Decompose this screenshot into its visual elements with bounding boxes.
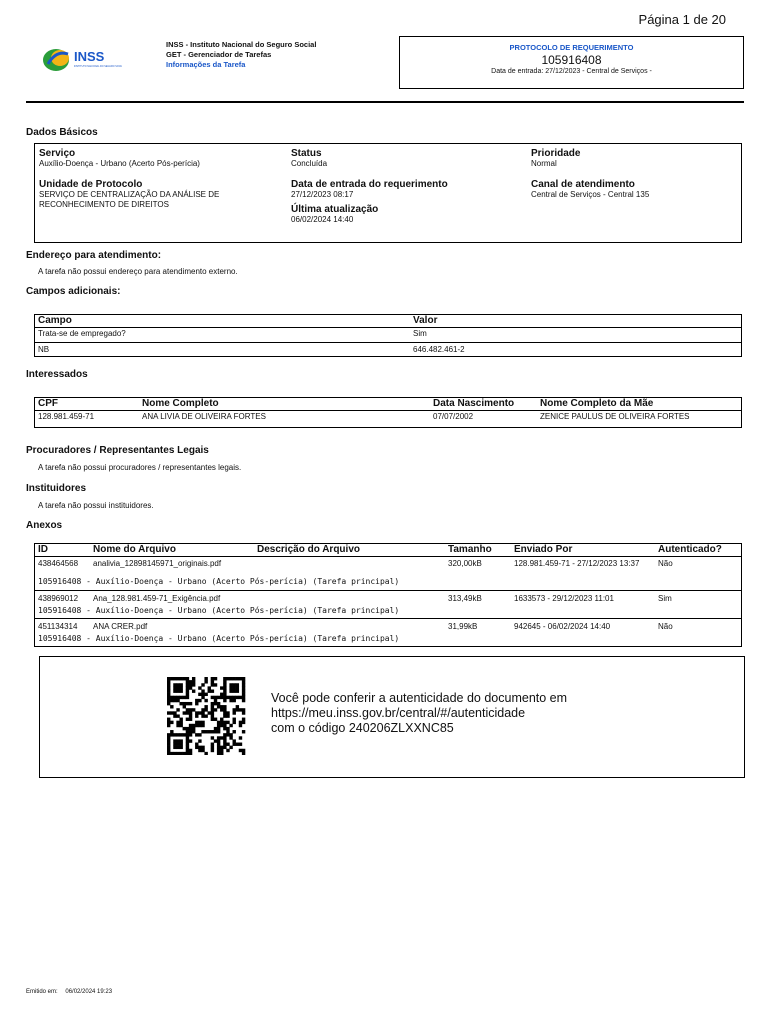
logo-text: INSS (74, 49, 105, 64)
interessados-header-cpf: CPF (38, 398, 58, 409)
endereco-note: A tarefa não possui endereço para atendimento externo. (38, 267, 238, 276)
task-reference: 105916408 - Auxílio-Doença - Urbano (Acerto Pós-perícia) (Tarefa principal) (38, 577, 400, 586)
section-title-procuradores: Procuradores / Representantes Legais (26, 445, 209, 456)
anexos-header-id: ID (38, 544, 48, 555)
anexos-header-tamanho: Tamanho (448, 544, 492, 555)
section-title-anexos: Anexos (26, 520, 63, 531)
table-cell: ANA LIVIA DE OLIVEIRA FORTES (142, 412, 266, 421)
interessados-header-mae: Nome Completo da Mãe (540, 398, 654, 409)
prioridade-label: Prioridade (531, 148, 581, 159)
interessados-table (34, 397, 742, 428)
table-cell: 942645 - 06/02/2024 14:40 (514, 622, 611, 631)
unidade-value-line2: RECONHECIMENTO DE DIREITOS (39, 199, 169, 209)
unidade-label: Unidade de Protocolo (39, 179, 143, 190)
anexos-header-autenticado: Autenticado? (658, 544, 722, 555)
table-cell: 438969012 (38, 594, 79, 603)
ultima-atualizacao-value: 06/02/2024 14:40 (291, 214, 354, 224)
anexos-header-divider (35, 556, 741, 557)
org-info (166, 40, 316, 70)
table-cell: 128.981.459-71 (38, 412, 95, 421)
protocol-box (399, 36, 744, 89)
row-divider (35, 618, 741, 619)
status-label: Status (291, 148, 322, 159)
table-cell: 313,49kB (448, 594, 482, 603)
inss-logo (42, 46, 122, 74)
page-number: Página 1 de 20 (638, 12, 726, 27)
servico-label: Serviço (39, 148, 76, 159)
canal-value: Central de Serviços - Central 135 (531, 190, 650, 199)
procuradores-note: A tarefa não possui procuradores / representantes legais. (38, 463, 242, 472)
table-cell: 438464568 (38, 559, 79, 568)
anexos-header-nome: Nome do Arquivo (93, 544, 176, 555)
table-cell: 31,99kB (448, 622, 478, 631)
campos-header-divider (35, 327, 741, 328)
prioridade-value: Normal (531, 159, 557, 168)
anexos-table (34, 543, 742, 647)
qr-code (164, 677, 248, 755)
authenticity-code: com o código 240206ZLXXNC85 (271, 721, 454, 735)
file-link[interactable]: analivia_12898145971_originais.pdf (93, 559, 222, 568)
header-divider (26, 101, 744, 103)
interessados-header-nome: Nome Completo (142, 398, 219, 409)
data-entrada-value: 27/12/2023 08:17 (291, 190, 354, 199)
emitido-value: 06/02/2024 19:23 (65, 989, 113, 995)
footer (26, 989, 112, 995)
table-cell: 07/07/2002 (433, 412, 474, 421)
canal-label: Canal de atendimento (531, 179, 635, 190)
protocol-label: PROTOCOLO DE REQUERIMENTO (509, 43, 634, 52)
authenticity-url[interactable]: https://meu.inss.gov.br/central/#/autenticidade (271, 706, 526, 720)
table-cell: Sim (413, 329, 427, 338)
interessados-header-nascimento: Data Nascimento (433, 398, 515, 409)
status-value: Concluída (291, 159, 328, 168)
inss-logo-icon (42, 46, 122, 74)
row-divider (35, 342, 741, 343)
anexos-header-descricao: Descrição do Arquivo (257, 544, 360, 555)
task-reference: 105916408 - Auxílio-Doença - Urbano (Acerto Pós-perícia) (Tarefa principal) (38, 606, 400, 615)
section-title-campos: Campos adicionais: (26, 286, 121, 297)
table-cell: Trata-se de empregado? (38, 329, 126, 338)
campos-header-valor: Valor (413, 315, 438, 326)
system-name: GET - Gerenciador de Tarefas (166, 50, 272, 59)
protocol-number: 105916408 (541, 53, 602, 67)
table-cell: NB (38, 345, 50, 354)
table-cell: 320,00kB (448, 559, 482, 568)
section-title-dados-basicos: Dados Básicos (26, 127, 98, 138)
campos-header-campo: Campo (38, 315, 72, 326)
servico-value: Auxílio-Doença - Urbano (Acerto Pós-perícia) (39, 159, 200, 168)
table-cell: ZENICE PAULUS DE OLIVEIRA FORTES (540, 412, 690, 421)
ultima-atualizacao-label: Última atualização (291, 203, 379, 215)
section-title-interessados: Interessados (26, 369, 88, 380)
authenticity-line1: Você pode conferir a autenticidade do documento em (271, 691, 568, 705)
qr-code-icon (164, 677, 248, 755)
instituidores-note: A tarefa não possui instituidores. (38, 501, 154, 510)
table-cell: 451134314 (38, 622, 78, 631)
org-name: INSS - Instituto Nacional do Seguro Social (166, 40, 317, 49)
anexos-header-enviado: Enviado Por (514, 544, 573, 555)
table-cell: Não (658, 559, 673, 568)
file-link[interactable]: ANA CRER.pdf (93, 622, 148, 631)
logo-subtext: INSTITUTO NACIONAL DO SEGURO SOCIAL (74, 65, 122, 68)
unidade-value-line1: SERVIÇO DE CENTRALIZAÇÃO DA ANÁLISE DE (39, 190, 220, 199)
document-type: Informações da Tarefa (166, 60, 246, 69)
file-link[interactable]: Ana_128.981.459-71_Exigência.pdf (93, 594, 221, 603)
interessados-header-divider (35, 410, 741, 411)
section-title-endereco: Endereço para atendimento: (26, 250, 162, 261)
task-reference: 105916408 - Auxílio-Doença - Urbano (Acerto Pós-perícia) (Tarefa principal) (38, 634, 400, 643)
table-cell: 646.482.461-2 (413, 345, 465, 354)
emitido-label: Emitido em: (26, 989, 58, 995)
row-divider (35, 590, 741, 591)
table-cell: 1633573 - 29/12/2023 11:01 (514, 594, 614, 603)
table-cell: Não (658, 622, 673, 631)
authenticity-text (271, 691, 567, 736)
campos-table (34, 314, 742, 357)
section-title-instituidores: Instituidores (26, 483, 87, 494)
data-entrada-label: Data de entrada do requerimento (291, 179, 448, 190)
table-cell: Sim (658, 594, 672, 603)
entry-info: Data de entrada: 27/12/2023 - Central de Serviços - (491, 68, 652, 75)
dados-basicos-box (34, 143, 742, 243)
table-cell: 128.981.459-71 - 27/12/2023 13:37 (514, 559, 640, 568)
